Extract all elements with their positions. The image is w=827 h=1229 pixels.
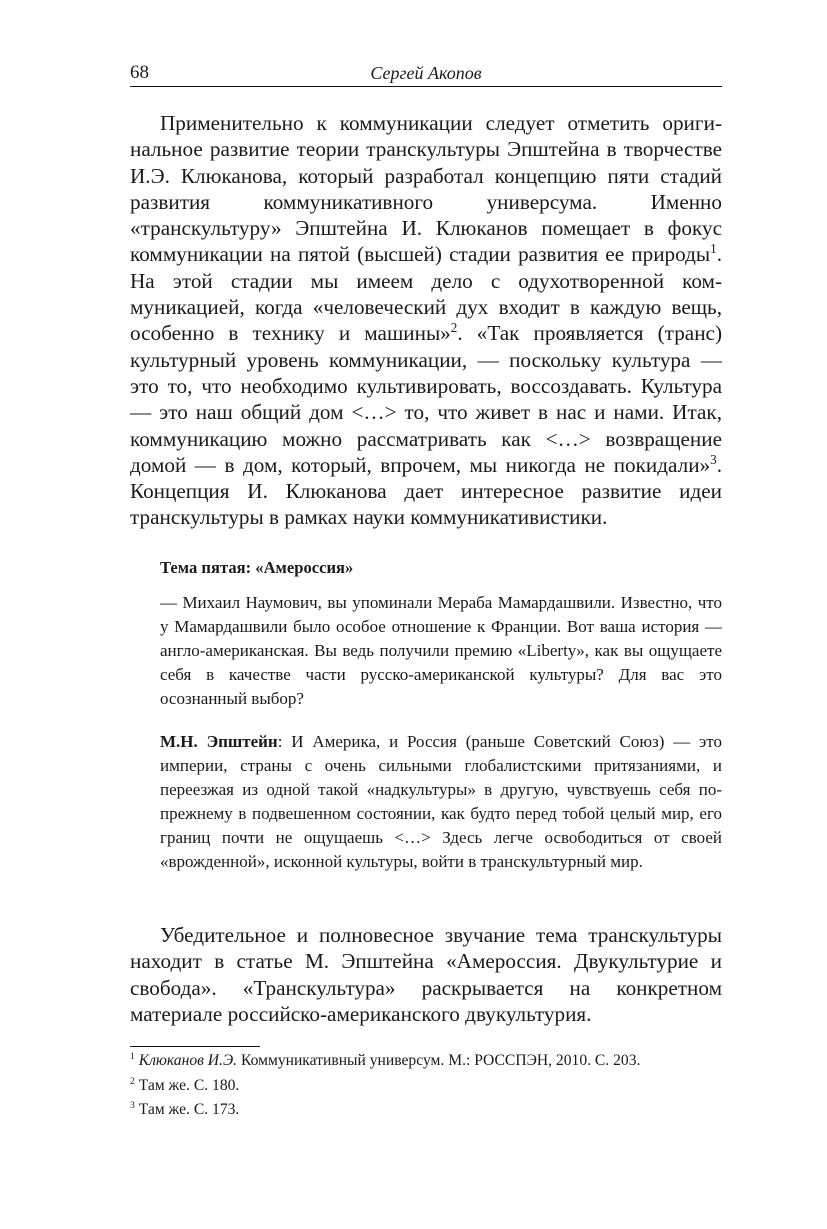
footnote-text: Там же. С. 173. xyxy=(134,1101,240,1118)
paragraph-2: Убедительное и полновесное звучание тема транскультуры находит в статье М. Эпштейна «Амероссия. Двукультурие и свобода». «Транскультура» раскрывается на конкретном материале российско-американского двукультурия. xyxy=(130,923,722,1026)
paragraph-1-part-1: Применительно к коммуникации следует отметить оригинальное развитие теории транскультуры Эпштейна в творчестве И.Э. Клюканова, который разработал концепцию пяти стадий развития коммуникативного универсума. Именно «транскультуру» Эпштейна И. Клюканов помещает в фокус коммуникации на пятой (высшей) стадии развития ее природы xyxy=(130,111,722,267)
answer-text: : И Америка, и Россия (раньше Советский Союз) — это империи, страны с очень сильными глобалистскими притязаниями, и переезжая из одной такой «надкультуры» в другую, чувствуешь себя по-прежнему в подвешенном состоянии, как будто перед тобой целый мир, его границ почти не ощущаешь <…> Здесь легче освободиться от своей «врожденной», исконной культуры, войти в транскультурный мир. xyxy=(160,732,722,872)
paragraph-1 xyxy=(130,110,722,531)
footnote-ref-2: 2 xyxy=(450,320,458,336)
footnotes xyxy=(130,1050,722,1124)
speaker-name: М.Н. Эпштейн xyxy=(160,732,278,751)
page-header xyxy=(130,62,722,87)
footnote-ref-1: 1 xyxy=(710,241,717,257)
page-number: 68 xyxy=(130,62,149,83)
footnote-1 xyxy=(130,1050,722,1073)
footnote-text: Там же. С. 180. xyxy=(134,1076,240,1094)
running-title: Сергей Акопов xyxy=(370,63,482,83)
interview-question: — Михаил Наумович, вы упоминали Мераба Мамардашвили. Известно, что у Мамардашвили было особое отношение к Франции. Вот ваша история — англо-американская. Вы ведь получили премию «Liberty», как вы ощущаете себя в качестве части русско-американской культуры? Для вас это осознанный выбор? xyxy=(160,593,722,709)
footnote-3 xyxy=(130,1099,722,1122)
footnote-number: 1 xyxy=(130,1050,135,1062)
paragraph-1-part-3: . «Так проявляется (транс) культурный уровень коммуникации, — поскольку культура — это то, что необходимо культивировать, воссоздавать. Культура — это наш общий дом <…> то, что живет в нас и нами. Итак, коммуникацию можно рассматривать как <…> возвращение домой — в дом, который, впрочем, мы никогда не покидали» xyxy=(130,321,722,477)
footnote-text: Коммуникативный универсум. М.: РОССПЭН, 2010. С. 203. xyxy=(237,1052,641,1069)
paragraph-1-part-2: . На этой стадии мы имеем дело с одухотворенной коммуникацией, когда «человеческий дух входит в каждую вещь, особенно в технику и машины» xyxy=(130,242,722,346)
footnote-number: 2 xyxy=(130,1075,135,1087)
footnote-number: 3 xyxy=(130,1099,135,1111)
footnote-2 xyxy=(130,1075,722,1098)
footnote-author: Клюканов И.Э. xyxy=(138,1052,238,1069)
footnote-divider xyxy=(130,1046,260,1047)
section-title: Тема пятая: «Амероссия» xyxy=(160,558,354,577)
paragraph-1-part-4: . Концепция И. Клюканова дает интересное развитие идеи транскультуры в рамках науки коммуникативистики. xyxy=(130,452,722,530)
interview-answer xyxy=(160,730,722,875)
footnote-ref-3: 3 xyxy=(710,451,717,467)
